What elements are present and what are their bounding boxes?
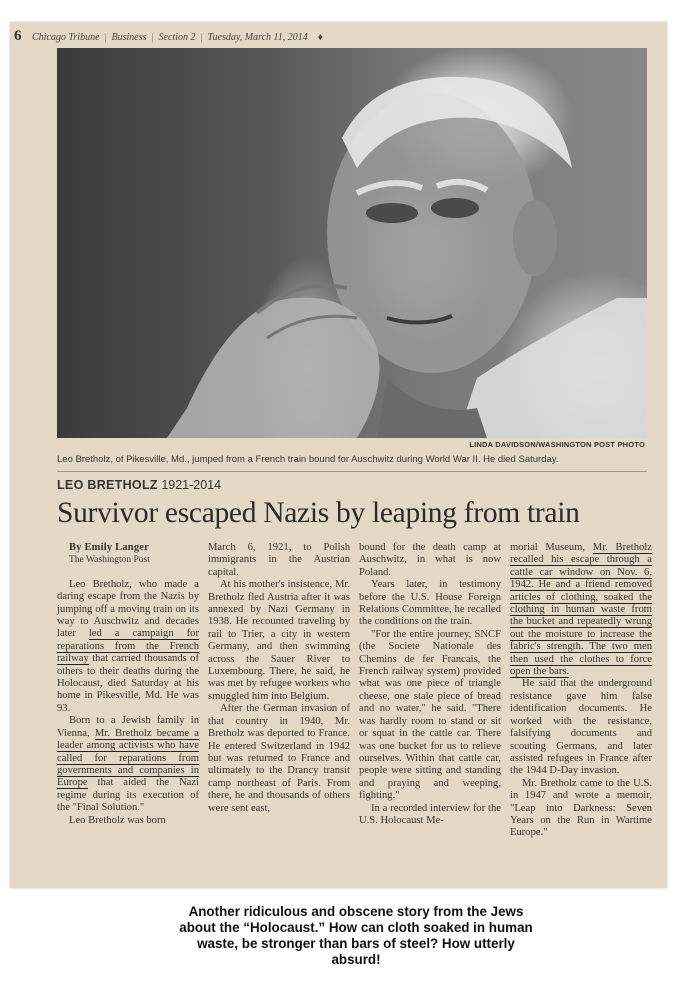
divider <box>57 471 647 472</box>
paragraph: "For the entire journey, SNCF (the Societe Nationale des Chemins de fer Francais, the French railway system) provided what was one piece of triangle cheese, one stale piece of bread and no water," he said. "There was hardly room to stand or sit or squat in the cattle car. There was one bucket for us to relieve ourselves. Within that cattle car, people were sitting and standing and praying and weeping, fighting." <box>359 628 501 802</box>
paragraph: Years later, in testimony before the U.S. House Foreign Relations Committee, he recalled the conditions on the train. <box>359 579 501 628</box>
article-column-2 <box>208 542 350 815</box>
byline-affiliation: The Washington Post <box>69 555 150 566</box>
section-name: Business <box>111 32 147 43</box>
photo-caption: Leo Bretholz, of Pikesville, Md., jumped from a French train bound for Auschwitz during World War II. He died Saturday. <box>57 454 559 465</box>
byline: By Emily Langer <box>69 542 150 553</box>
paper-name: Chicago Tribune <box>32 32 100 43</box>
photo-credit: LINDA DAVIDSON/WASHINGTON POST PHOTO <box>469 440 645 449</box>
paragraph: morial Museum, Mr. Bretholz recalled his escape through a cattle car window on Nov. 6, 1942. He and a friend removed articles of clothing, soaked the clothing in human waste from the bucket and repeatedly wrung out the moisture to increase the fabric's strength. The two men then used the clothes to force open the bars. <box>510 542 652 678</box>
section-number: Section 2 <box>158 32 196 43</box>
paragraph: bound for the death camp at Auschwitz, in what is now Poland. <box>359 542 501 578</box>
portrait-photo <box>57 48 647 438</box>
article-column-1 <box>57 542 199 827</box>
dateline: 6 Chicago Tribune | Business | Section 2 | Tuesday, March 11, 2014 ♦ <box>14 28 323 44</box>
issue-date: Tuesday, March 11, 2014 <box>207 32 308 43</box>
paragraph: Leo Bretholz, who made a daring escape from the Nazis by jumping off a moving train on its way to Auschwitz and decades later led a campaign for reparations from the French railway that carried thousands of others to their deaths during the Holocaust, died Saturday at his home in Pikesville, Md. He was 93. <box>57 578 200 714</box>
paragraph: Born to a Jewish family in Vienna, Mr. Bretholz became a leader among activists who have called for reparations from governments and companies in Europe that aided the Nazi regime during its execution of the "Final Solution." <box>57 715 199 814</box>
paragraph: He said that the underground resistance gave him false identification documents. He worked with the resistance, falsifying documents and scouting Germans, and later assisted refugees in France after the 1944 D-Day invasion. <box>510 678 652 777</box>
obituary-heading <box>57 478 221 492</box>
headline: Survivor escaped Nazis by leaping from train <box>57 497 580 529</box>
paragraph: At his mother's insistence, Mr. Bretholz fled Austria after it was annexed by Nazi Germany in 1938. He recounted traveling by rail to Trier, a city in western Germany, and then swimming across the Sauer River to Luxembourg. There, he said, he was met by refugee workers who smuggled him into Belgium. <box>208 579 350 702</box>
paragraph: March 6, 1921, to Polish immigrants in the Austrian capital. <box>208 542 350 578</box>
underlined-text: Mr. Bretholz became a leader among activists who have called for reparations from governments and companies in Europe <box>57 727 199 789</box>
article-column-4 <box>510 542 652 840</box>
newspaper-clipping <box>10 22 667 888</box>
paragraph: Leo Bretholz was born <box>69 814 166 826</box>
underlined-text: Mr. Bretholz recalled his escape through a cattle car window on Nov. 6, 1942. He and a friend removed articles of clothing, soaked the clothing in human waste from the bucket and repeatedly wrung out the moisture to increase the fabric's strength. The two men then used the clothes to force open the bars. <box>510 542 652 678</box>
annotation-note: Another ridiculous and obscene story from the Jews about the “Holocaust.” How can cloth soaked in human waste, be stronger than bars of steel? How utterly absurd! <box>179 904 533 967</box>
underlined-text: led a campaign for reparations from the French railway <box>57 628 200 665</box>
paragraph: Mr. Bretholz came to the U.S. in 1947 and wrote a memoir, "Leap into Darkness: Seven Years on the Run in Wartime Europe." <box>510 777 652 839</box>
obituary-name: LEO BRETHOLZ <box>57 478 158 492</box>
obituary-years: 1921-2014 <box>161 478 222 492</box>
article-column-3 <box>359 542 501 827</box>
page-number: 6 <box>14 28 22 44</box>
portrait-illustration <box>57 48 647 438</box>
paragraph: In a recorded interview for the U.S. Holocaust Me- <box>359 802 501 826</box>
paragraph: After the German invasion of that country in 1940, Mr. Bretholz was deported to France. He entered Switzerland in 1942 but was returned to France and ultimately to the Drancy transit camp northeast of Paris. From there, he and thousands of others were sent east, <box>208 703 350 814</box>
